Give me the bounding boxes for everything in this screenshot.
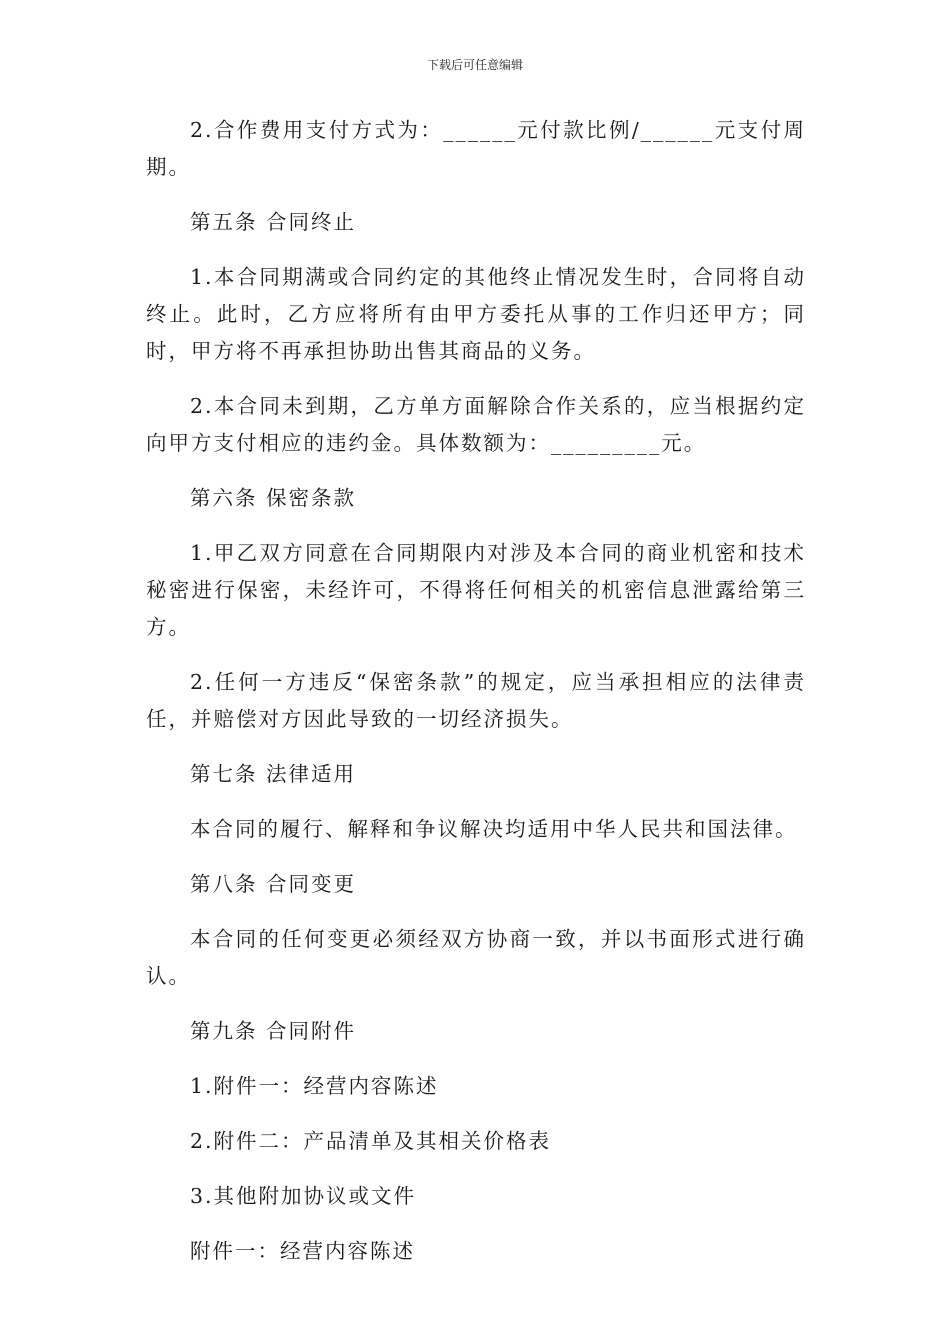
- paragraph-confidentiality-2: 2.任何一方违反“保密条款”的规定，应当承担相应的法律责任，并赔偿对方因此导致的一切经济损失。: [146, 670, 806, 731]
- section-heading-termination: 第五条 合同终止: [190, 210, 357, 234]
- paragraph-attachment-1: 1.附件一：经营内容陈述: [190, 1074, 439, 1098]
- attachment-one-title: 附件一：经营内容陈述: [190, 1239, 415, 1263]
- paragraph-attachment-2: 2.附件二：产品清单及其相关价格表: [190, 1129, 552, 1153]
- document-body: [146, 112, 806, 1270]
- paragraph-attachment-3: 3.其他附加协议或文件: [190, 1184, 417, 1208]
- section-heading-applicable-law: 第七条 法律适用: [190, 762, 357, 786]
- section-heading-amendment: 第八条 合同变更: [190, 872, 357, 896]
- paragraph-applicable-law: 本合同的履行、解释和争议解决均适用中华人民共和国法律。: [190, 817, 798, 841]
- section-heading-confidentiality: 第六条 保密条款: [190, 486, 357, 510]
- paragraph-termination-1: 1.本合同期满或合同约定的其他终止情况发生时，合同将自动终止。此时，乙方应将所有由甲方委托从事的工作归还甲方；同时，甲方将不再承担协助出售其商品的义务。: [146, 265, 806, 363]
- paragraph-termination-2: 2.本合同未到期，乙方单方面解除合作关系的，应当根据约定向甲方支付相应的违约金。具体数额为：_________元。: [146, 394, 806, 455]
- page-header: 下载后可任意编辑: [426, 58, 523, 72]
- section-heading-attachments: 第九条 合同附件: [190, 1019, 357, 1043]
- paragraph-confidentiality-1: 1.甲乙双方同意在合同期限内对涉及本合同的商业机密和技术秘密进行保密，未经许可，不得将任何相关的机密信息泄露给第三方。: [146, 541, 806, 639]
- paragraph-payment-method: 2.合作费用支付方式为：______元付款比例/______元支付周期。: [146, 118, 806, 179]
- paragraph-amendment: 本合同的任何变更必须经双方协商一致，并以书面形式进行确认。: [146, 927, 806, 988]
